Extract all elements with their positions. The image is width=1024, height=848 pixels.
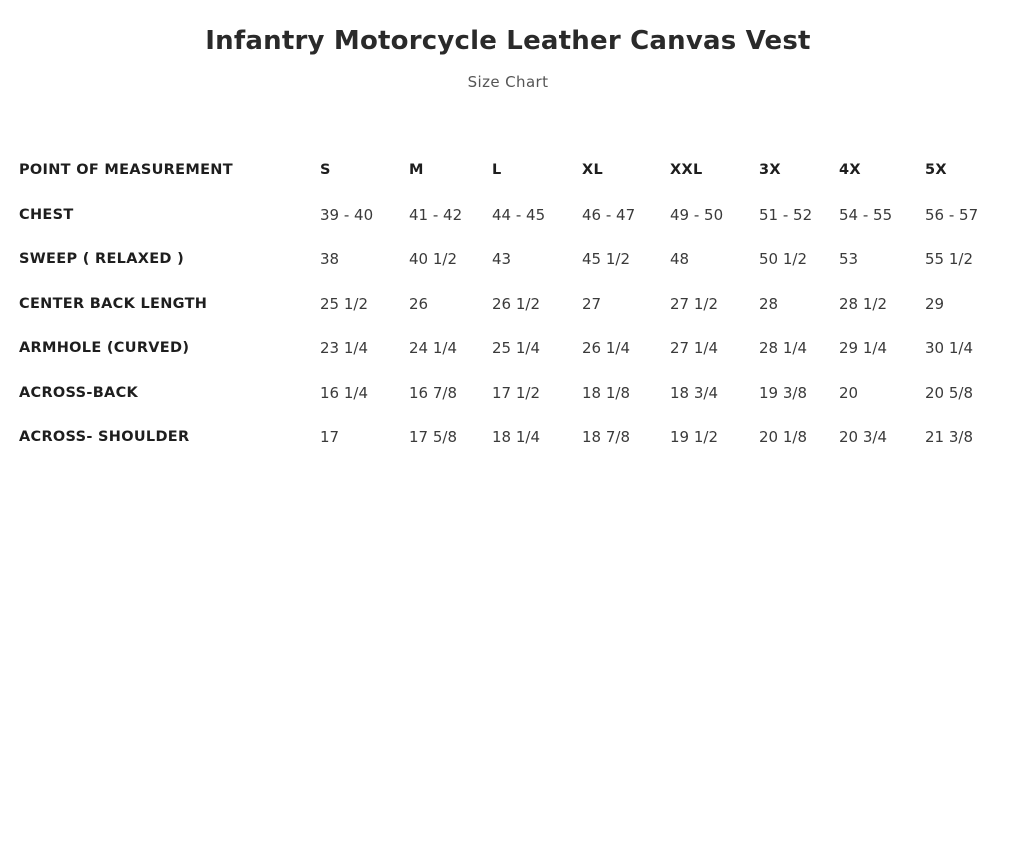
table-cell: 16 1/4 xyxy=(320,383,368,402)
table-row-chest xyxy=(19,193,999,238)
table-cell: 16 7/8 xyxy=(409,383,457,402)
row-label: ARMHOLE (CURVED) xyxy=(19,340,190,357)
table-cell: 48 xyxy=(670,250,690,269)
table-cell: 27 1/4 xyxy=(670,339,718,358)
table-cell: 23 1/4 xyxy=(320,339,368,358)
table-cell: 30 1/4 xyxy=(925,339,973,358)
column-header-size-xxl: XXL xyxy=(670,162,703,179)
table-cell: 25 1/4 xyxy=(492,339,540,358)
table-cell: 26 xyxy=(409,294,429,313)
column-header-measurement: POINT OF MEASUREMENT xyxy=(19,162,233,179)
table-cell: 19 1/2 xyxy=(670,428,718,447)
table-cell: 18 1/8 xyxy=(582,383,630,402)
table-cell: 29 xyxy=(925,294,945,313)
table-cell: 20 1/8 xyxy=(759,428,807,447)
size-chart-table xyxy=(19,148,999,460)
column-header-size-m: M xyxy=(409,162,424,179)
table-cell: 55 1/2 xyxy=(925,250,973,269)
table-cell: 39 - 40 xyxy=(320,205,374,224)
table-header-row xyxy=(19,148,999,193)
table-cell: 20 xyxy=(839,383,859,402)
column-header-size-5x: 5X xyxy=(925,162,947,179)
table-cell: 27 xyxy=(582,294,602,313)
table-cell: 27 1/2 xyxy=(670,294,718,313)
table-cell: 24 1/4 xyxy=(409,339,457,358)
table-cell: 21 3/8 xyxy=(925,428,973,447)
table-cell: 56 - 57 xyxy=(925,205,979,224)
table-cell: 17 5/8 xyxy=(409,428,457,447)
column-header-size-4x: 4X xyxy=(839,162,861,179)
column-header-size-3x: 3X xyxy=(759,162,781,179)
table-cell: 45 1/2 xyxy=(582,250,630,269)
table-cell: 18 3/4 xyxy=(670,383,718,402)
table-cell: 50 1/2 xyxy=(759,250,807,269)
table-cell: 28 xyxy=(759,294,779,313)
table-row-across-back xyxy=(19,371,999,416)
table-cell: 17 1/2 xyxy=(492,383,540,402)
table-cell: 38 xyxy=(320,250,340,269)
table-cell: 54 - 55 xyxy=(839,205,893,224)
table-cell: 28 1/2 xyxy=(839,294,887,313)
table-cell: 26 1/2 xyxy=(492,294,540,313)
column-header-size-l: L xyxy=(492,162,502,179)
page-subtitle: Size Chart xyxy=(467,73,549,91)
page-title: Infantry Motorcycle Leather Canvas Vest xyxy=(205,26,811,56)
table-cell: 53 xyxy=(839,250,859,269)
table-cell: 18 1/4 xyxy=(492,428,540,447)
table-row-across-shoulder xyxy=(19,415,999,460)
table-cell: 41 - 42 xyxy=(409,205,463,224)
table-row-center-back-length xyxy=(19,282,999,327)
column-header-size-s: S xyxy=(320,162,331,179)
table-cell: 43 xyxy=(492,250,512,269)
table-cell: 25 1/2 xyxy=(320,294,368,313)
row-label: ACROSS- SHOULDER xyxy=(19,429,190,446)
table-cell: 49 - 50 xyxy=(670,205,724,224)
table-cell: 28 1/4 xyxy=(759,339,807,358)
column-header-size-xl: XL xyxy=(582,162,604,179)
table-cell: 46 - 47 xyxy=(582,205,636,224)
table-cell: 44 - 45 xyxy=(492,205,546,224)
table-cell: 26 1/4 xyxy=(582,339,630,358)
row-label: ACROSS-BACK xyxy=(19,384,139,401)
table-row-armhole xyxy=(19,326,999,371)
table-cell: 18 7/8 xyxy=(582,428,630,447)
row-label: SWEEP ( RELAXED ) xyxy=(19,251,185,268)
table-cell: 19 3/8 xyxy=(759,383,807,402)
table-cell: 20 5/8 xyxy=(925,383,973,402)
row-label: CHEST xyxy=(19,206,74,223)
table-cell: 20 3/4 xyxy=(839,428,887,447)
table-cell: 17 xyxy=(320,428,340,447)
table-cell: 51 - 52 xyxy=(759,205,813,224)
table-cell: 40 1/2 xyxy=(409,250,457,269)
table-cell: 29 1/4 xyxy=(839,339,887,358)
row-label: CENTER BACK LENGTH xyxy=(19,295,208,312)
table-row-sweep xyxy=(19,237,999,282)
